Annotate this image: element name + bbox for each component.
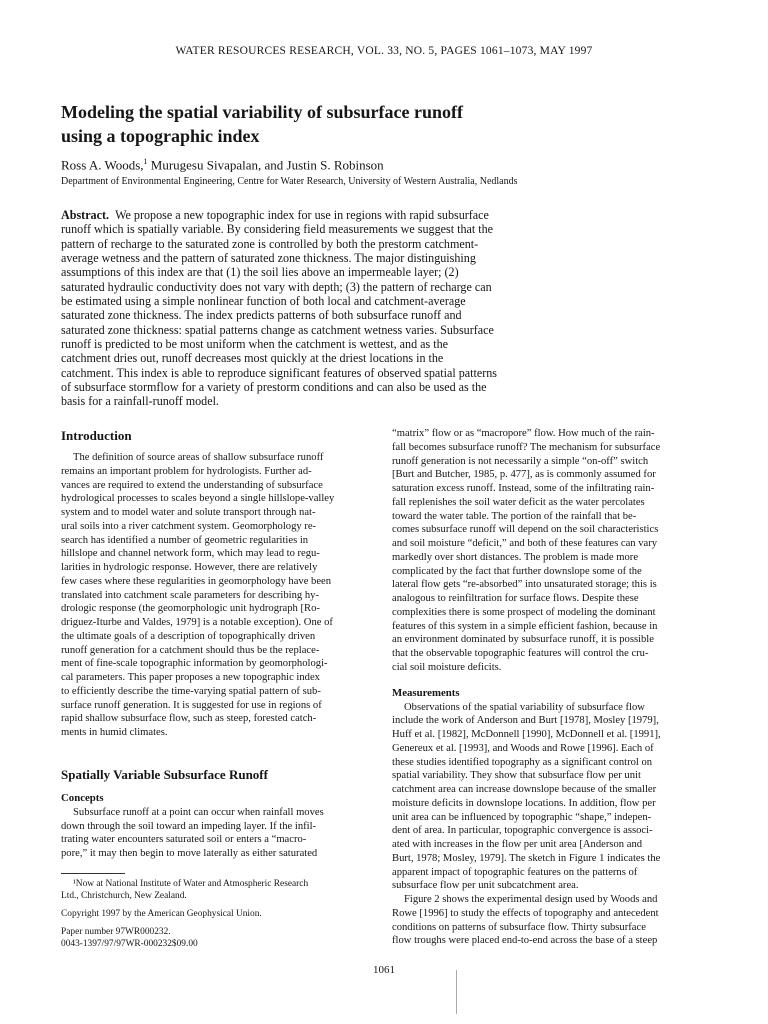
- text-line: subsurface flow per unit subcatchment area.: [392, 880, 579, 892]
- text-line: Subsurface runoff at a point can occur when rainfall moves: [73, 806, 324, 818]
- text-line: complicated by the fact that further downslope some of the: [392, 565, 642, 577]
- text-line: “matrix” flow or as “macropore” flow. How much of the rain-: [392, 428, 655, 439]
- text-line: Genereux et al. [1993], and Woods and Rowe [1996]. Each of: [392, 742, 654, 754]
- text-line: drologic response (the geomorphologic unit hydrograph [Ro-: [61, 603, 320, 615]
- text-line: hillslope and channel network form, which may lead to regu-: [61, 548, 320, 560]
- abstract-line: average wetness and the pattern of saturated zone thickness. The major distinguishing: [61, 251, 476, 266]
- author-list: [61, 154, 701, 173]
- text-line: flow troughs were placed end-to-end across the base of a steep: [392, 935, 658, 947]
- text-line: features of this system in a simple efficient fashion, because in: [392, 620, 658, 632]
- abstract-line: pattern of recharge to the saturated zone is controlled by both the prestorm catchment-: [61, 236, 479, 251]
- abstract-line: saturated zone thickness. The index predicts patterns of both subsurface runoff and: [61, 308, 462, 323]
- text-line: Burt, 1978; Mosley, 1979]. The sketch in Figure 1 indicates the: [392, 852, 661, 864]
- text-line: ments in humid climates.: [61, 727, 168, 738]
- abstract-text: We propose a new topographic index for use in regions with rapid subsurface: [115, 208, 489, 222]
- introduction-heading: Introduction: [61, 428, 132, 443]
- abstract-line: catchment. This index is able to reproduce significant features of observed spatial patterns: [61, 365, 498, 380]
- section-heading: Spatially Variable Subsurface Runoff: [61, 766, 268, 782]
- text-line: cal parameters. This paper proposes a new topographic index: [61, 672, 320, 683]
- text-line: complexities there is some prospect of modeling the dominant: [392, 606, 656, 618]
- text-line: to efficiently describe the time-varying spatial pattern of sub-: [61, 685, 321, 697]
- abstract-line: runoff is predicted to be most uniform when the catchment is wettest, and as the: [61, 337, 449, 352]
- issn-line: 0043-1397/97/97WR-000232$09.00: [61, 938, 198, 949]
- copyright-line: Copyright 1997 by the American Geophysical Union.: [61, 908, 262, 919]
- text-line: Huff et al. [1982], McDonnell [1990], McDonnell et al. [1991],: [392, 729, 661, 740]
- text-line: toward the water table. The portion of the rainfall that be-: [392, 510, 637, 522]
- text-line: Rowe [1996] to study the effects of topography and antecedent: [392, 907, 659, 919]
- figure2-paragraph: [392, 893, 710, 948]
- abstract-line: be estimated using a simple nonlinear function of both local and catchment-average: [61, 294, 466, 309]
- text-line: rapid shallow subsurface flow, such as steep, forested catch-: [61, 713, 317, 725]
- footnotes: [61, 878, 379, 950]
- text-line: runoff generation for a catchment should thus be the replace-: [61, 644, 320, 656]
- title-line-2: using a topographic index: [61, 126, 260, 146]
- author-1: Ross A. Woods,: [61, 157, 144, 173]
- text-line: and soil moisture “deficit,” and both of these features can vary: [392, 538, 658, 549]
- text-line: that the observable topographic features will control the cru-: [392, 648, 649, 659]
- text-line: trating water encounters saturated soil or enters a “macro-: [61, 834, 307, 846]
- text-line: pore,” it may then begin to move laterally as either saturated: [61, 848, 318, 859]
- concepts-heading: Concepts: [61, 791, 104, 804]
- introduction-paragraph: [61, 451, 379, 740]
- text-line: include the work of Anderson and Burt [1978], Mosley [1979],: [392, 715, 659, 727]
- text-line: conditions on patterns of subsurface flow. Thirty subsurface: [392, 921, 646, 933]
- text-line: system and to model water and solute transport through nat-: [61, 507, 316, 518]
- abstract-line: runoff which is spatially variable. By considering field measurements we suggest that the: [61, 222, 494, 237]
- author-footnote-mark: 1: [143, 157, 148, 166]
- text-line: catchment area can increase downslope because of the smaller: [392, 784, 657, 795]
- text-line: analogous to reinfiltration for surface flows. Despite these: [392, 593, 639, 604]
- footnote-line: ¹Now at National Institute of Water and Atmospheric Research: [73, 878, 309, 889]
- other-authors: Murugesu Sivapalan, and Justin S. Robinson: [147, 157, 384, 173]
- text-line: spatial variability. They show that subsurface flow per unit: [392, 770, 641, 782]
- abstract-label: Abstract.: [61, 208, 110, 222]
- text-line: Figure 2 shows the experimental design used by Woods and: [404, 894, 658, 905]
- concepts-paragraph: [61, 806, 379, 861]
- abstract-line: basis for a rainfall-runoff model.: [61, 394, 219, 409]
- text-line: cial soil moisture deficits.: [392, 661, 502, 673]
- text-line: moisture deficits in downslope locations. In addition, flow per: [392, 797, 656, 809]
- paper-number: Paper number 97WR000232.: [61, 926, 171, 937]
- text-line: surface runoff generation. It is suggested for use in regions of: [61, 699, 322, 711]
- text-line: driguez-Iturbe and Valdes, 1979] is a notable exception). One of: [61, 617, 333, 628]
- text-line: ural soils into a river catchment system. Geomorphology re-: [61, 520, 317, 532]
- text-line: ment of fine-scale topographic information by geomorphologi-: [61, 658, 328, 670]
- text-line: comes subsurface runoff will depend on the soil characteristics: [392, 524, 659, 536]
- scan-mark: [456, 970, 457, 1014]
- measurements-heading: Measurements: [392, 686, 460, 699]
- text-line: vances are required to extend the understanding of subsurface: [61, 479, 323, 491]
- text-line: markedly over short distances. The problem is made more: [392, 551, 639, 563]
- left-column: [61, 427, 379, 950]
- text-line: runoff generation is not necessarily a simple “on-off” switch: [392, 455, 649, 467]
- right-column: [392, 427, 710, 948]
- text-line: fall replenishes the soil water deficit as the water percolates: [392, 496, 645, 508]
- text-line: unit area can be influenced by topographic “shape,” indepen-: [392, 811, 652, 823]
- text-line: larities in hydrologic response. However, there are relatively: [61, 562, 318, 573]
- text-line: few cases where these regularities in geomorphology have been: [61, 575, 332, 587]
- text-line: fall becomes subsurface runoff? The mechanism for subsurface: [392, 441, 661, 453]
- affiliation: Department of Environmental Engineering, Centre for Water Research, University of Western Australia, Nedlands: [61, 176, 518, 187]
- text-line: dent of area. In particular, topographic convergence is associ-: [392, 825, 653, 837]
- text-line: ated with increases in the flow per unit area [Anderson and: [392, 839, 643, 850]
- page-number: 1061: [373, 964, 395, 976]
- running-head: WATER RESOURCES RESEARCH, VOL. 33, NO. 5, PAGES 1061–1073, MAY 1997: [175, 45, 593, 57]
- abstract-line: assumptions of this index are that (1) the soil lies above an impermeable layer; (2): [61, 265, 459, 280]
- text-line: the ultimate goals of a description of topographically driven: [61, 630, 316, 642]
- text-line: search has identified a number of geometric regularities in: [61, 534, 309, 546]
- abstract-line: catchment dries out, runoff decreases most quickly at the driest locations in the: [61, 351, 444, 366]
- text-line: down through the soil toward an impeding layer. If the infil-: [61, 820, 317, 832]
- footnote-line: Ltd., Christchurch, New Zealand.: [61, 890, 187, 901]
- title-line-1: Modeling the spatial variability of subsurface runoff: [61, 102, 464, 122]
- text-line: translated into catchment scale parameters for describing hy-: [61, 589, 319, 601]
- text-line: saturation excess runoff. Instead, some of the infiltrating rain-: [392, 483, 655, 494]
- abstract: [61, 208, 709, 409]
- footnote-rule: [61, 873, 125, 874]
- text-line: an environment dominated by subsurface runoff, it is possible: [392, 634, 654, 646]
- text-line: [Burt and Butcher, 1985, p. 477], as is commonly assumed for: [392, 469, 656, 481]
- text-line: these studies identified topography as a significant control on: [392, 756, 653, 768]
- abstract-line: of subsurface stormflow for a variety of prestorm conditions and can also be used as the: [61, 380, 487, 395]
- text-line: Observations of the spatial variability of subsurface flow: [404, 701, 645, 713]
- text-line: remains an important problem for hydrologists. Further ad-: [61, 465, 312, 477]
- text-line: apparent impact of topographic features on the patterns of: [392, 866, 638, 878]
- measurements-paragraph: [392, 701, 710, 894]
- text-line: The definition of source areas of shallow subsurface runoff: [73, 452, 324, 463]
- text-line: lateral flow gets “re-absorbed” into unsaturated storage; this is: [392, 579, 657, 591]
- paper-title: [61, 100, 701, 148]
- abstract-line: saturated zone thickness: spatial patterns change as catchment wetness varies. Subsurface: [61, 322, 494, 337]
- abstract-line: [61, 208, 709, 222]
- abstract-line: saturated hydraulic conductivity does not vary with depth; (3) the pattern of recharge can: [61, 279, 492, 294]
- text-line: hydrological processes to scales beyond a single hillslope-valley: [61, 493, 335, 505]
- continued-paragraph: [392, 427, 710, 675]
